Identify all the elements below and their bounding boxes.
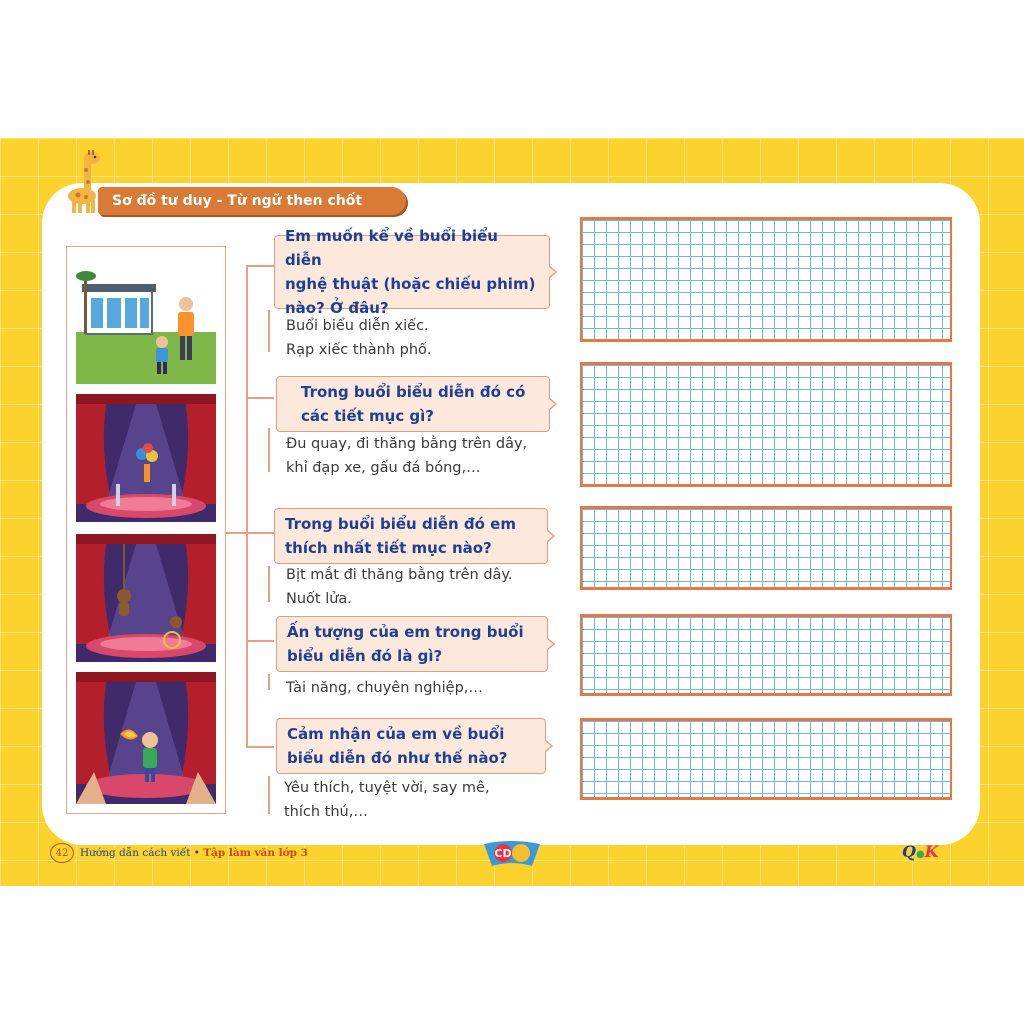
answer-bracket <box>268 428 270 472</box>
answer-2 <box>286 432 527 480</box>
illustration-circus-balloon <box>76 394 216 522</box>
question-line: Trong buổi biểu diễn đó có <box>301 383 526 401</box>
tree-branch <box>246 397 274 399</box>
answer-line: thích thú,… <box>284 804 368 820</box>
footer-book-info <box>50 843 308 863</box>
answer-bracket <box>268 674 270 690</box>
tree-connector <box>226 532 246 534</box>
page-number: 42 <box>50 843 74 863</box>
writing-grid-3[interactable] <box>580 506 952 590</box>
footer-prefix: Hướng dẫn cách viết • <box>80 847 204 859</box>
section-title-banner <box>98 187 406 215</box>
answer-5 <box>284 776 490 824</box>
writing-grid-4[interactable] <box>580 614 952 696</box>
question-line: Trong buổi biểu diễn đó em <box>285 515 516 533</box>
question-box-1 <box>274 227 550 317</box>
cd-logo-letter-c: CD <box>494 847 512 860</box>
writing-grid-1[interactable] <box>580 217 952 342</box>
answer-bracket <box>268 566 270 602</box>
tree-branch <box>246 532 274 534</box>
question-box-3 <box>274 508 548 564</box>
answer-line: khỉ đạp xe, gấu đá bóng,… <box>286 460 481 476</box>
question-box-4 <box>276 616 548 672</box>
footer-book-title <box>80 847 308 859</box>
tree-branch <box>246 746 274 748</box>
question-line: Cảm nhận của em về buổi <box>287 725 505 743</box>
qk-logo: Q●K <box>902 842 939 861</box>
cd-logo-icon <box>482 838 542 868</box>
illustration-fire-eater <box>76 672 216 804</box>
question-line: biểu diễn đó như thế nào? <box>287 749 508 767</box>
question-line: thích nhất tiết mục nào? <box>285 539 492 557</box>
writing-grid-5[interactable] <box>580 718 952 800</box>
illustration-circus-monkeys <box>76 534 216 662</box>
question-box-2 <box>276 376 550 432</box>
question-line: các tiết mục gì? <box>301 407 435 425</box>
answer-bracket <box>268 310 270 352</box>
answer-line: Buổi biểu diễn xiếc. <box>286 318 429 334</box>
answer-line: Yêu thích, tuyệt vời, say mê, <box>284 780 490 796</box>
answer-line: Rạp xiếc thành phố. <box>286 342 432 358</box>
answer-line: Tài năng, chuyên nghiệp,… <box>286 680 483 696</box>
answer-line: Nuốt lửa. <box>286 591 352 607</box>
tree-branch <box>246 640 274 642</box>
qk-logo-k: K <box>924 842 939 861</box>
tree-branch <box>246 265 274 267</box>
section-title: Sơ đồ tư duy - Từ ngữ then chốt <box>112 193 363 209</box>
writing-grid-2[interactable] <box>580 362 952 487</box>
answer-bracket <box>268 776 270 814</box>
answer-line: Đu quay, đi thăng bằng trên dây, <box>286 436 528 452</box>
answer-4 <box>286 676 483 700</box>
question-box-5 <box>276 718 546 774</box>
question-line: nghệ thuật (hoặc chiếu phim) <box>285 275 536 293</box>
tree-trunk <box>246 265 248 747</box>
footer-subtitle: Tập làm văn lớp 3 <box>203 847 308 859</box>
question-line: Em muốn kể về buổi biểu diễn <box>285 227 498 269</box>
question-line: Ấn tượng của em trong buổi <box>287 623 524 641</box>
answer-line: Bịt mắt đi thăng bằng trên dây. <box>286 567 513 583</box>
question-line: nào? Ở đâu? <box>285 299 389 317</box>
answer-3 <box>286 563 513 611</box>
answer-1 <box>286 314 432 362</box>
qk-logo-q: Q <box>902 842 916 861</box>
illustration-family-theater <box>76 254 216 384</box>
question-line: biểu diễn đó là gì? <box>287 647 443 665</box>
